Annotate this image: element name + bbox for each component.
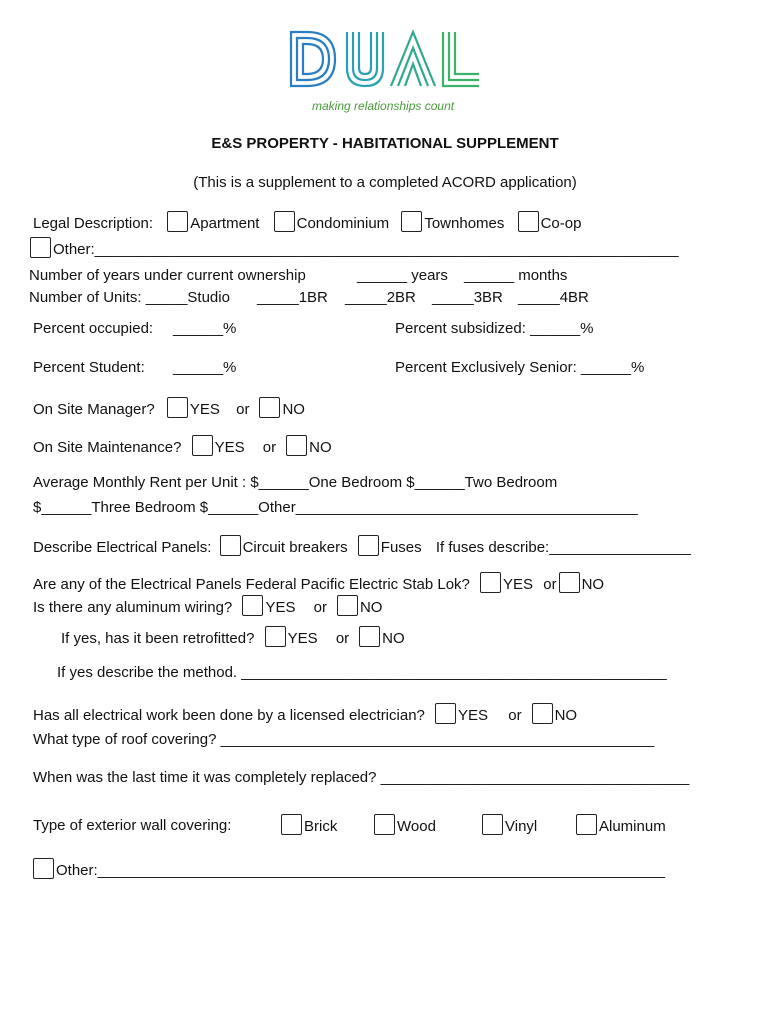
federal-no-label: NO [581, 576, 605, 593]
retrofitted-yes-label: YES [287, 630, 318, 647]
maintenance-no-checkbox[interactable] [286, 435, 307, 456]
federal-or: or [543, 576, 557, 593]
percent-student-label: Percent Student: [33, 359, 145, 376]
licensed-no-label: NO [554, 707, 578, 724]
roof-replaced-field[interactable]: When was the last time it was completely replaced? _____________________________________ [33, 769, 690, 786]
townhomes-checkbox[interactable] [401, 211, 422, 232]
manager-no-checkbox[interactable] [259, 397, 280, 418]
roof-covering-field[interactable]: What type of roof covering? ____________________________________________________ [33, 731, 655, 748]
federal-no-checkbox[interactable] [559, 572, 580, 593]
circuit-breakers-checkbox[interactable] [220, 535, 241, 556]
percent-senior-field[interactable]: Percent Exclusively Senior: ______% [395, 359, 645, 376]
aluminum-option [576, 814, 666, 836]
coop-label: Co-op [540, 215, 582, 232]
condominium-checkbox[interactable] [274, 211, 295, 232]
on-site-manager-row [33, 397, 305, 419]
legal-other-row [30, 237, 679, 259]
licensed-or: or [508, 707, 522, 724]
fuses-label: Fuses [380, 539, 422, 556]
wall-other-field[interactable]: Other:____________________________________________________________________ [56, 862, 665, 879]
aluminum-wiring-label: Is there any aluminum wiring? [33, 599, 233, 616]
manager-no-label: NO [282, 401, 305, 418]
maintenance-yes-label: YES [214, 439, 245, 456]
legal-other-field[interactable]: Other:______________________________________________________________________ [53, 241, 679, 258]
units-2br-field[interactable]: _____2BR [345, 289, 416, 306]
legal-description-row [33, 211, 581, 233]
percent-occupied-field[interactable]: ______% [173, 320, 237, 337]
logo-tagline: making relationships count [312, 99, 455, 113]
federal-yes-label: YES [503, 576, 534, 593]
licensed-no-checkbox[interactable] [532, 703, 553, 724]
federal-yes-checkbox[interactable] [480, 572, 501, 593]
brick-checkbox[interactable] [281, 814, 302, 835]
maintenance-yes-checkbox[interactable] [192, 435, 213, 456]
percent-student-field[interactable]: ______% [173, 359, 237, 376]
ownership-label: Number of years under current ownership [29, 267, 306, 284]
manager-yes-checkbox[interactable] [167, 397, 188, 418]
rent-row-1[interactable]: Average Monthly Rent per Unit : $______One Bedroom $______Two Bedroom [33, 474, 558, 491]
units-3br-field[interactable]: _____3BR [432, 289, 503, 306]
maintenance-or: or [262, 439, 277, 456]
units-1br-field[interactable]: _____1BR [257, 289, 328, 306]
condominium-label: Condominium [296, 215, 390, 232]
percent-subsidized-field[interactable]: Percent subsidized: ______% [395, 320, 594, 337]
aluminum-no-checkbox[interactable] [337, 595, 358, 616]
fuses-describe-field[interactable]: If fuses describe:_________________ [435, 539, 692, 556]
on-site-manager-label: On Site Manager? [33, 401, 155, 418]
aluminum-yes-label: YES [265, 599, 296, 616]
aluminum-siding-label: Aluminum [599, 818, 666, 835]
retrofitted-or: or [335, 630, 350, 647]
licensed-yes-label: YES [458, 707, 489, 724]
federal-pacific-row [33, 572, 604, 594]
legal-other-checkbox[interactable] [30, 237, 51, 258]
aluminum-no-label: NO [359, 599, 383, 616]
licensed-electrician-label: Has all electrical work been done by a licensed electrician? [33, 707, 425, 724]
wall-other-checkbox[interactable] [33, 858, 54, 879]
townhomes-label: Townhomes [424, 215, 505, 232]
wall-other-row [33, 858, 665, 880]
brick-option [281, 814, 337, 836]
retrofitted-no-label: NO [382, 630, 405, 647]
units-studio-field[interactable]: Number of Units: _____Studio [29, 289, 230, 306]
wood-checkbox[interactable] [374, 814, 395, 835]
units-4br-field[interactable]: _____4BR [518, 289, 589, 306]
on-site-maintenance-label: On Site Maintenance? [33, 439, 182, 456]
retrofitted-no-checkbox[interactable] [359, 626, 380, 647]
legal-description-label: Legal Description: [33, 215, 154, 232]
manager-or: or [236, 401, 250, 418]
licensed-yes-checkbox[interactable] [435, 703, 456, 724]
maintenance-no-label: NO [309, 439, 332, 456]
ownership-years-field[interactable]: ______ years [357, 267, 448, 284]
aluminum-yes-checkbox[interactable] [242, 595, 263, 616]
electrical-panels-row [33, 535, 691, 557]
form-title: E&S PROPERTY - HABITATIONAL SUPPLEMENT [211, 135, 559, 152]
brick-label: Brick [304, 818, 338, 835]
vinyl-checkbox[interactable] [482, 814, 503, 835]
form-subtitle: (This is a supplement to a completed ACORD application) [193, 174, 577, 191]
wood-option [374, 814, 436, 836]
aluminum-or: or [313, 599, 327, 616]
retrofitted-yes-checkbox[interactable] [265, 626, 286, 647]
exterior-wall-label: Type of exterior wall covering: [33, 817, 232, 834]
apartment-label: Apartment [190, 215, 260, 232]
retrofitted-label: If yes, has it been retrofitted? [61, 630, 255, 647]
vinyl-label: Vinyl [505, 818, 538, 835]
aluminum-siding-checkbox[interactable] [576, 814, 597, 835]
manager-yes-label: YES [189, 401, 220, 418]
apartment-checkbox[interactable] [167, 211, 188, 232]
coop-checkbox[interactable] [518, 211, 539, 232]
federal-pacific-label: Are any of the Electrical Panels Federal Pacific Electric Stab Lok? [33, 576, 470, 593]
licensed-electrician-row [33, 703, 577, 725]
ownership-months-field[interactable]: ______ months [464, 267, 568, 284]
retrofitted-row [61, 626, 405, 648]
aluminum-wiring-row [33, 595, 382, 617]
circuit-breakers-label: Circuit breakers [242, 539, 348, 556]
dual-logo-mark [285, 26, 485, 96]
electrical-panels-label: Describe Electrical Panels: [33, 539, 212, 556]
wood-label: Wood [397, 818, 436, 835]
rent-row-2[interactable]: $______Three Bedroom $______Other_________________________________________ [33, 499, 638, 516]
retrofit-method-field[interactable]: If yes describe the method. ___________________________________________________ [57, 664, 667, 681]
percent-occupied-label: Percent occupied: [33, 320, 154, 337]
on-site-maintenance-row [33, 435, 332, 457]
vinyl-option [482, 814, 537, 836]
fuses-checkbox[interactable] [358, 535, 379, 556]
